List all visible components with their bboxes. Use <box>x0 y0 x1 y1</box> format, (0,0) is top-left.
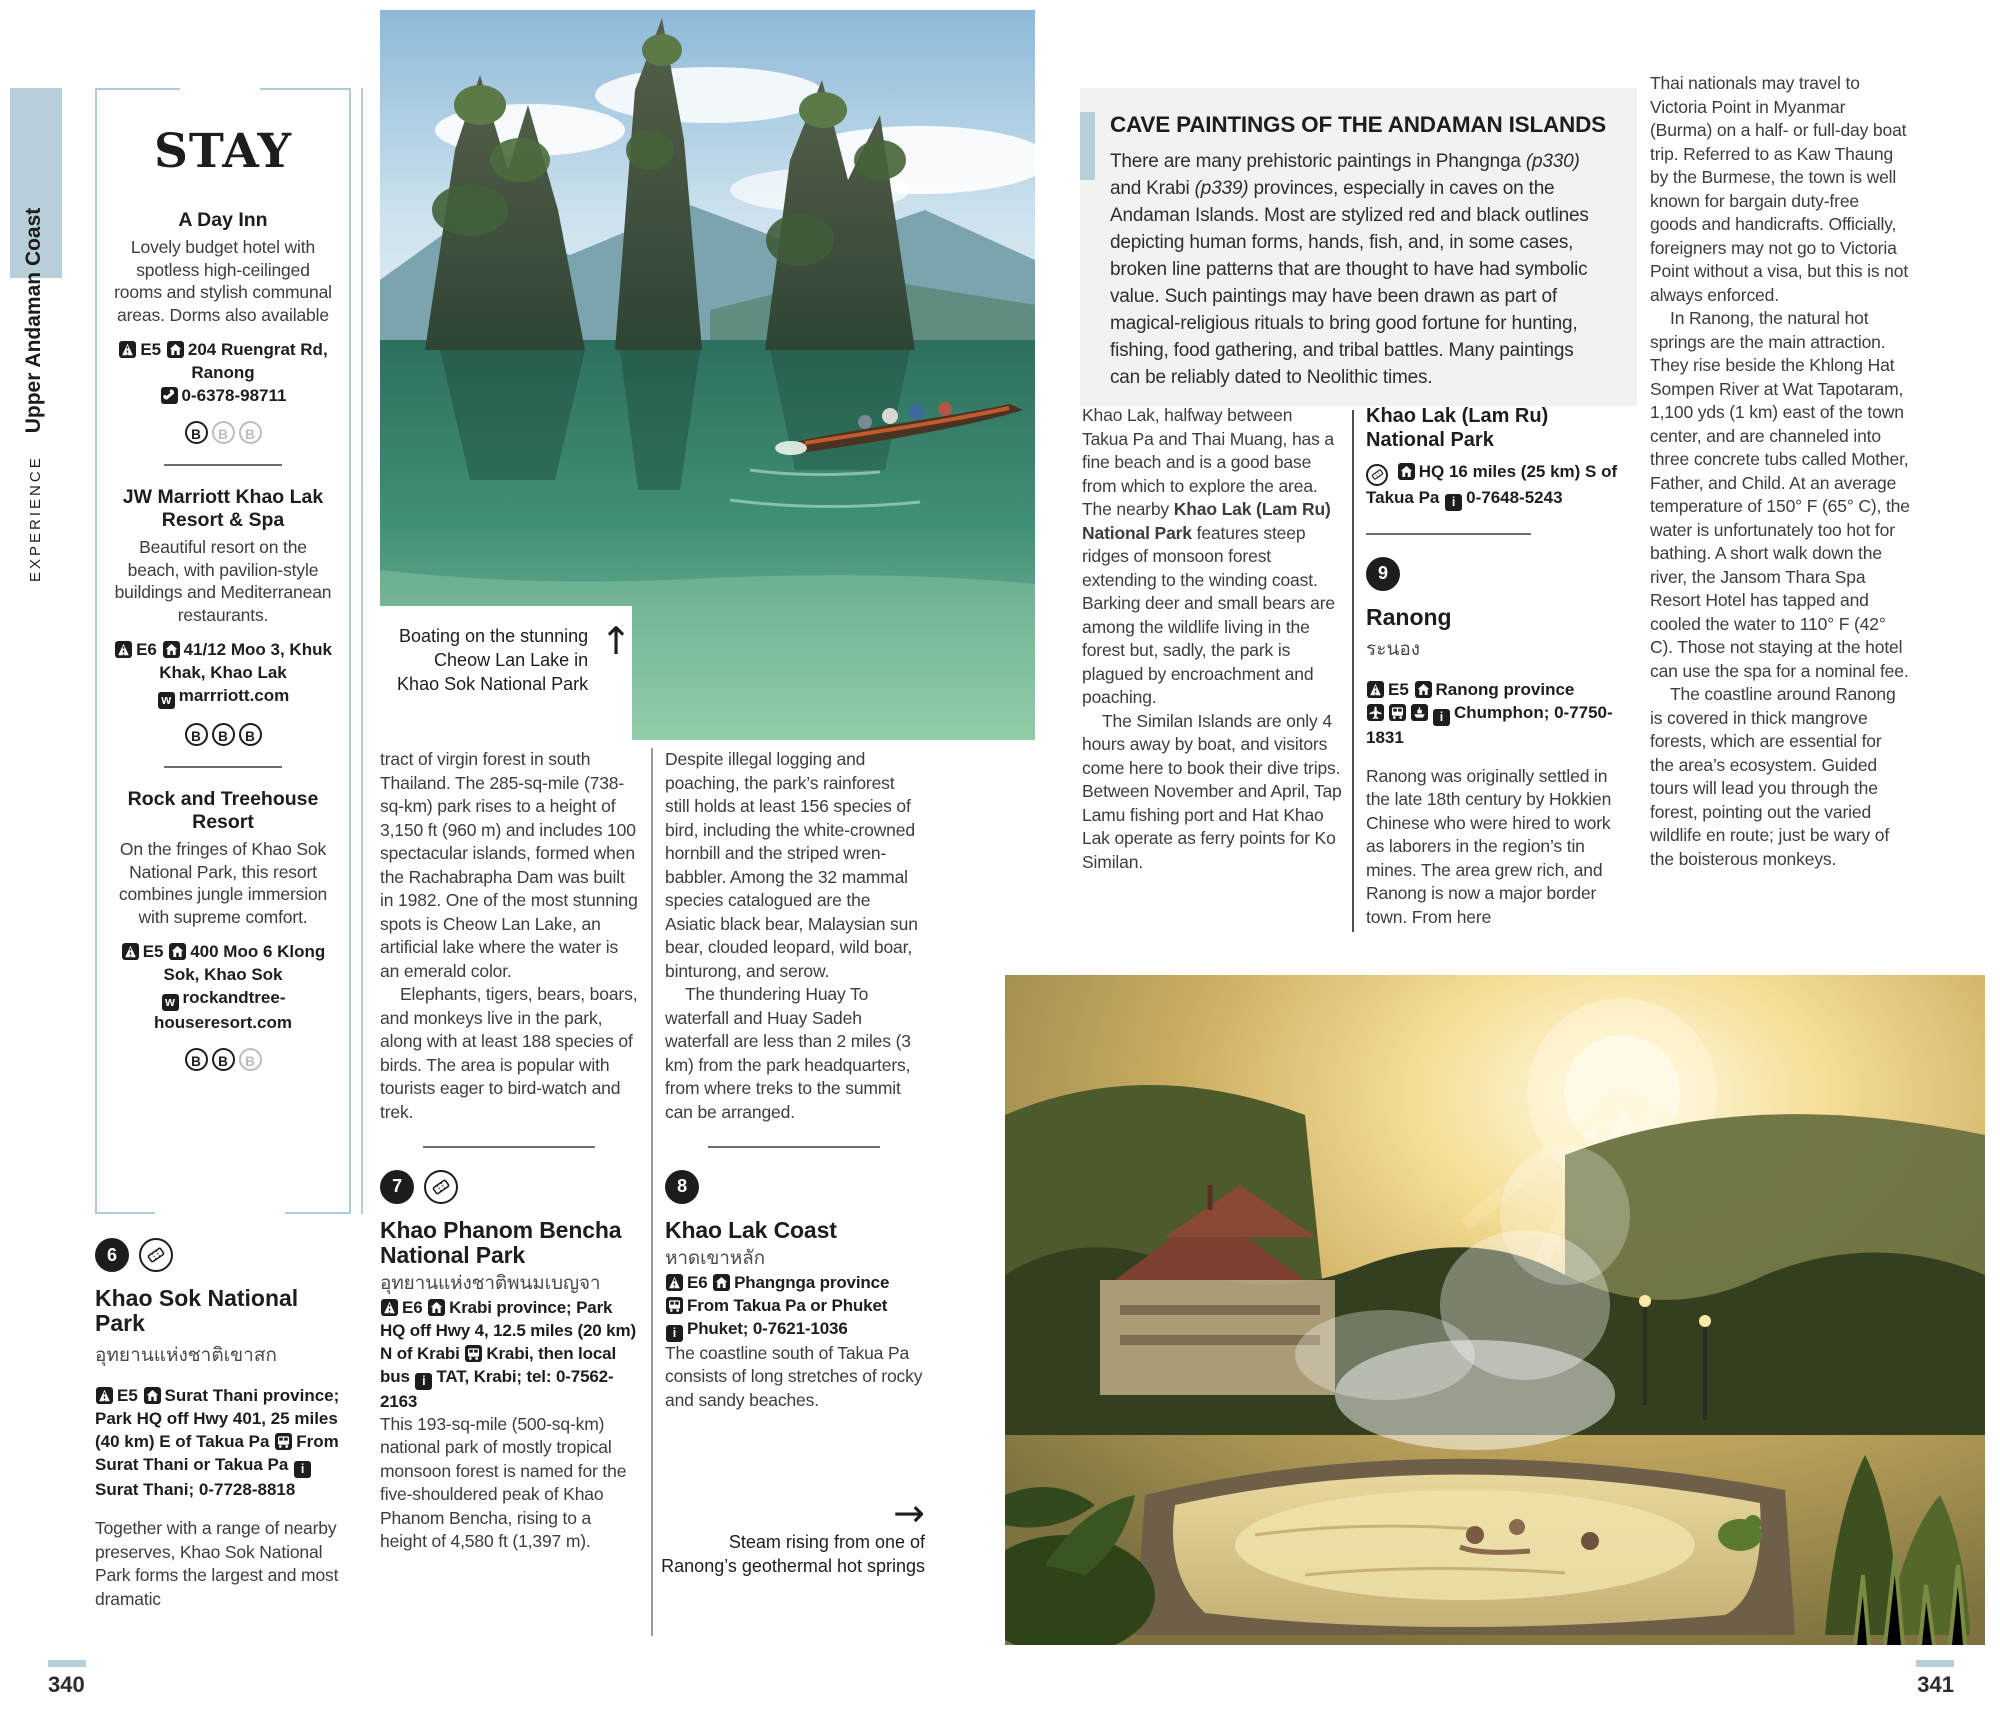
sight-title: Khao Lak Coast <box>665 1217 837 1243</box>
map-ref-icon <box>119 341 136 358</box>
address: 204 Ruengrat Rd, Ranong <box>187 340 328 382</box>
price-badge: B <box>185 723 208 746</box>
map-ref-icon <box>115 641 132 658</box>
sight-title: Khao Phanom Bencha National Park <box>380 1217 622 1268</box>
price-rating <box>113 421 333 444</box>
map-ref: E5 <box>117 1386 138 1405</box>
hotel-info <box>113 338 333 407</box>
sight-title: Khao Sok National Park <box>95 1285 299 1336</box>
column-4 <box>1082 404 1342 874</box>
hotel-description: On the fringes of Khao Sok National Park, this resort combines jungle immersion with supreme comfort. <box>118 839 328 927</box>
page-number-left: 340 <box>48 1672 85 1697</box>
price-badge: B <box>212 421 235 444</box>
map-ref: E5 <box>1388 679 1409 699</box>
border-gap <box>180 86 260 90</box>
map-ref: E6 <box>402 1297 423 1317</box>
sight-khao-sok <box>95 1238 353 1611</box>
price-badge: B <box>239 421 262 444</box>
hotel-description: Lovely budget hotel with spotless high-ceilinged rooms and stylish communal areas. Dorms also available <box>114 237 332 325</box>
stay-entry <box>113 209 333 466</box>
price-badge: B <box>239 723 262 746</box>
address-icon <box>169 943 186 960</box>
sight-title-thai: อุทยานแห่งชาติพนมเบญจา <box>380 1273 601 1294</box>
address-icon <box>163 641 180 658</box>
paragraph: The coastline around Ranong is covered in thick mangrove forests, which are essential for the area’s ecosystem. Guided tours will lead you through the forest, pointing out the varied wildlife en route; just be wary of the boisterous monkeys. <box>1650 684 1896 869</box>
ticket-icon <box>1366 464 1388 486</box>
photo2-caption-block <box>660 1491 925 1578</box>
info-icon: i <box>1433 709 1450 726</box>
column-3 <box>665 748 923 1412</box>
bold-sight-name: Khao Lak (Lam Ru) National Park <box>1082 499 1331 543</box>
sight-info <box>95 1384 353 1501</box>
map-ref: E5 <box>142 942 164 961</box>
bus-info: From Surat Thani or Takua Pa <box>95 1432 339 1474</box>
paragraph: Ranong was originally settled in the late 18th century by Hokkien Chinese who were hired to work as laborers in the region’s tin mines. The area grew rich, and Ranong is now a major border town. From here <box>1366 765 1612 927</box>
bus-info: Krabi, then local bus <box>380 1343 617 1386</box>
bus-info: From Takua Pa or Phuket <box>687 1295 888 1315</box>
bus-icon <box>1389 704 1406 721</box>
sight-number-badge: 7 <box>380 1170 414 1204</box>
text-run: features steep ridges of monsoon forest extending to the winding coast. Barking deer and small bears are among the wildlife living in the forest but, sadly, the park is plagued by encroachment and poaching. <box>1082 522 1335 707</box>
page-ref: (p339) <box>1194 178 1249 199</box>
tourist-info: Surat Thani; 0-7728-8818 <box>95 1480 296 1499</box>
price-badge: B <box>212 1048 235 1071</box>
paragraph: Elephants, tigers, bears, boars, and monkeys live in the park, along with at least 188 species of birds. The area is popular with tourists eager to bird-watch and trek. <box>380 984 638 1122</box>
sight-title: Ranong <box>1366 603 1452 630</box>
sight-body <box>1366 765 1632 930</box>
cave-paintings-box <box>1080 88 1637 406</box>
address-icon <box>167 341 184 358</box>
website-icon: w <box>162 994 179 1011</box>
info-icon: i <box>666 1325 683 1342</box>
right-arrow-icon: → <box>893 1491 925 1535</box>
tourist-info: 0-7648-5243 <box>1466 487 1563 507</box>
price-badge: B <box>185 421 208 444</box>
map-ref-icon <box>381 1299 398 1316</box>
stay-entry <box>113 486 333 768</box>
photo2-caption: Steam rising from one of Ranong’s geothermal hot springs <box>661 1532 925 1576</box>
lamru-info <box>1366 460 1632 511</box>
hotel-name: Rock and Treehouse Resort <box>127 788 319 833</box>
column-rule <box>361 88 363 1214</box>
sight-title-thai: ระนอง <box>1366 638 1421 660</box>
tourist-info: TAT, Krabi; tel: 0-7562-2163 <box>380 1366 614 1411</box>
address: 400 Moo 6 Klong Sok, Khao Sok <box>163 942 326 984</box>
paragraph <box>1082 404 1342 710</box>
section-divider <box>423 1146 595 1148</box>
divider <box>164 766 282 768</box>
sight-number-badge: 9 <box>1366 557 1400 591</box>
sight-badges <box>95 1238 353 1272</box>
sight-number-badge: 6 <box>95 1238 129 1272</box>
ticket-icon <box>424 1170 458 1204</box>
stay-entry <box>113 788 333 1071</box>
column-5 <box>1366 404 1632 929</box>
map-ref: E6 <box>136 640 157 659</box>
text-run: There are many prehistoric paintings in Phangnga <box>1110 151 1526 172</box>
price-rating <box>113 723 333 746</box>
address: Ranong province <box>1435 679 1575 699</box>
website: rockandtree-houseresort.com <box>154 988 292 1032</box>
stay-box <box>95 88 351 1214</box>
info-icon: i <box>294 1461 311 1478</box>
cave-box-title: CAVE PAINTINGS OF THE ANDAMAN ISLANDS <box>1110 112 1606 137</box>
address-icon <box>713 1274 730 1291</box>
bus-icon <box>666 1297 683 1314</box>
phone: 0-6378-98711 <box>181 386 287 405</box>
sight-body <box>95 1517 353 1611</box>
sidebar-eyebrow: EXPERIENCE <box>27 455 44 582</box>
paragraph: The coastline south of Takua Pa consists of long stretches of rocky and sandy beaches. <box>665 1342 923 1410</box>
address: HQ 16 miles (25 km) S of Takua Pa <box>1366 462 1618 507</box>
sight-badges <box>380 1170 638 1204</box>
sidebar-section-title: Upper Andaman Coast <box>22 207 45 434</box>
footer-accent-bar <box>1916 1660 1954 1667</box>
map-ref-icon <box>122 943 139 960</box>
address-icon <box>1398 463 1415 480</box>
cave-box-accent-bar <box>1080 112 1095 180</box>
tourist-info: Chumphon; 0-7750-1831 <box>1366 702 1613 747</box>
ranong-hot-springs-photo <box>1005 975 1985 1645</box>
map-ref-icon <box>1367 681 1384 698</box>
map-ref-icon <box>666 1274 683 1291</box>
hotel-name: JW Marriott Khao Lak Resort & Spa <box>122 486 324 531</box>
border-gap <box>155 1210 285 1214</box>
section-divider <box>708 1146 880 1148</box>
section-divider <box>1366 533 1531 535</box>
paragraph: The Similan Islands are only 4 hours away by boat, and visitors come here to book their dive trips. Between November and April, Tap Lamu fishing port and Hat Khao Lak operate as ferry points for Ko Similan. <box>1082 710 1342 872</box>
price-badge: B <box>239 1048 262 1071</box>
paragraph: The thundering Huay To waterfall and Huay Sadeh waterfall are less than 2 miles (3 km) from the park headquarters, from where treks to the summit can be arranged. <box>665 984 911 1122</box>
text-run: provinces, especially in caves on the Andaman Islands. Most are stylized red and black outlines depicting human forms, hands, fish, and, in some cases, broken line patterns that are thought to have had symbolic value. Such paintings may have been drawn as part of magical-religious rituals to bring good fortune for hunting, fishing, food gathering, and tribal battles. Many paintings can be reliably dated to Neolithic times. <box>1110 178 1589 388</box>
column-2 <box>380 748 638 1554</box>
bus-icon <box>465 1345 482 1362</box>
website-icon: w <box>158 692 175 709</box>
address: 41/12 Moo 3, Khuk Khak, Khao Lak <box>159 640 332 682</box>
info-icon: i <box>415 1373 432 1390</box>
page-number-right: 341 <box>1917 1672 1954 1697</box>
sidebar-vertical-label <box>22 208 46 582</box>
photo1-caption-box <box>380 606 632 740</box>
sight-badges <box>665 1170 923 1204</box>
paragraph: tract of virgin forest in south Thailand. The 285-sq-mile (738-sq-km) park rises to a height of 3,150 ft (960 m) and includes 100 spectacular islands, formed when the Rachabrapha Dam was built in 1982. One of the most stunning spots is Cheow Lan Lake, an artificial lake where the water is an emerald color. <box>380 749 638 981</box>
address-icon <box>1415 681 1432 698</box>
bus-icon <box>275 1433 292 1450</box>
price-rating <box>113 1048 333 1071</box>
paragraph: Thai nationals may travel to Victoria Point in Myanmar (Burma) on a half- or full-day boat trip. Referred to as Kaw Thaung by the Burmese, the town is well known for bargain duty-free goods and handicrafts. Officially, foreigners may not go to Victoria Point without a visa, but this is not always enforced. <box>1650 73 1909 305</box>
tourist-info: Phuket; 0-7621-1036 <box>687 1318 848 1338</box>
sight-info <box>380 1296 638 1413</box>
map-ref: E6 <box>687 1272 708 1292</box>
address-icon <box>144 1387 161 1404</box>
text-run: Khao Lak, halfway between Takua Pa and Thai Muang, has a fine beach and is a good base from which to explore the area. The nearby <box>1082 405 1335 519</box>
footer-accent-bar <box>48 1660 86 1667</box>
lamru-heading: Khao Lak (Lam Ru) National Park <box>1366 405 1549 451</box>
sight-info <box>1366 678 1632 749</box>
paragraph: Together with a range of nearby preserves, Khao Sok National Park forms the largest and most dramatic <box>95 1518 339 1609</box>
map-ref-icon <box>96 1387 113 1404</box>
paragraph: This 193-sq-mile (500-sq-km) national park of mostly tropical monsoon forest is named for the five-shouldered peak of Khao Phanom Bencha, rising to a height of 4,580 ft (1,397 m). <box>380 1413 627 1551</box>
website: marrriott.com <box>178 686 290 705</box>
paragraph: Despite illegal logging and poaching, the park’s rainforest still holds at least 156 species of bird, including the white-crowned hornbill and the striped wren-babbler. Among the 32 mammal species catalogued are the Asiatic black bear, Malaysian sun bear, clouded leopard, wild boar, binturong, and serow. <box>665 749 918 981</box>
address: Phangnga province <box>734 1272 890 1292</box>
plane-icon <box>1367 704 1384 721</box>
hotel-info <box>113 638 333 709</box>
cave-box-body <box>1110 148 1607 391</box>
phone-icon <box>161 387 178 404</box>
column-6 <box>1640 55 1920 897</box>
ferry-icon <box>1411 704 1428 721</box>
divider <box>164 464 282 466</box>
sight-number-badge: 8 <box>665 1170 699 1204</box>
address-icon <box>428 1299 445 1316</box>
map-ref: E5 <box>140 340 162 359</box>
text-run: and Krabi <box>1110 178 1195 199</box>
price-badge: B <box>185 1048 208 1071</box>
column-rule <box>1352 410 1354 932</box>
photo1-caption: Boating on the stunning Cheow Lan Lake in Khao Sok National Park <box>397 626 589 694</box>
sight-info <box>665 1271 923 1342</box>
paragraph: In Ranong, the natural hot springs are the main attraction. They rise beside the Khlong Hat Sompen River at Wat Tapotaram, 1,100 yds (1 km) east of the town center, and are channeled into three concrete tubs called Mother, Father, and Child. At an average temperature of 150° F (65° C), the water is unfortunately too hot for bathing. A short walk down the river, the Jansom Thara Spa Resort Hotel has tapped and cooled the water to 110° F (42° C). Those not staying at the hotel can use the spa for a nominal fee. <box>1650 308 1910 681</box>
stay-heading: STAY <box>153 124 293 179</box>
hotel-description: Beautiful resort on the beach, with pavilion-style buildings and Mediterranean restaurants. <box>114 537 332 625</box>
price-badge: B <box>212 723 235 746</box>
page-ref: (p330) <box>1525 151 1580 172</box>
info-icon: i <box>1445 494 1462 511</box>
address: Krabi province; Park HQ off Hwy 4, 12.5 miles (20 km) N of Krabi <box>380 1297 636 1363</box>
sight-title-thai: อุทยานแห่งชาติเขาสก <box>95 1345 277 1366</box>
ticket-icon <box>139 1238 173 1272</box>
up-arrow-icon: ↑ <box>600 619 632 663</box>
column-rule <box>651 748 653 1636</box>
hotel-name: A Day Inn <box>178 209 268 231</box>
sight-badges <box>1366 557 1632 591</box>
sight-title-thai: หาดเขาหลัก <box>665 1248 766 1269</box>
hotel-info <box>113 940 333 1034</box>
address: Surat Thani province; Park HQ off Hwy 401, 25 miles (40 km) E of Takua Pa <box>95 1386 340 1451</box>
